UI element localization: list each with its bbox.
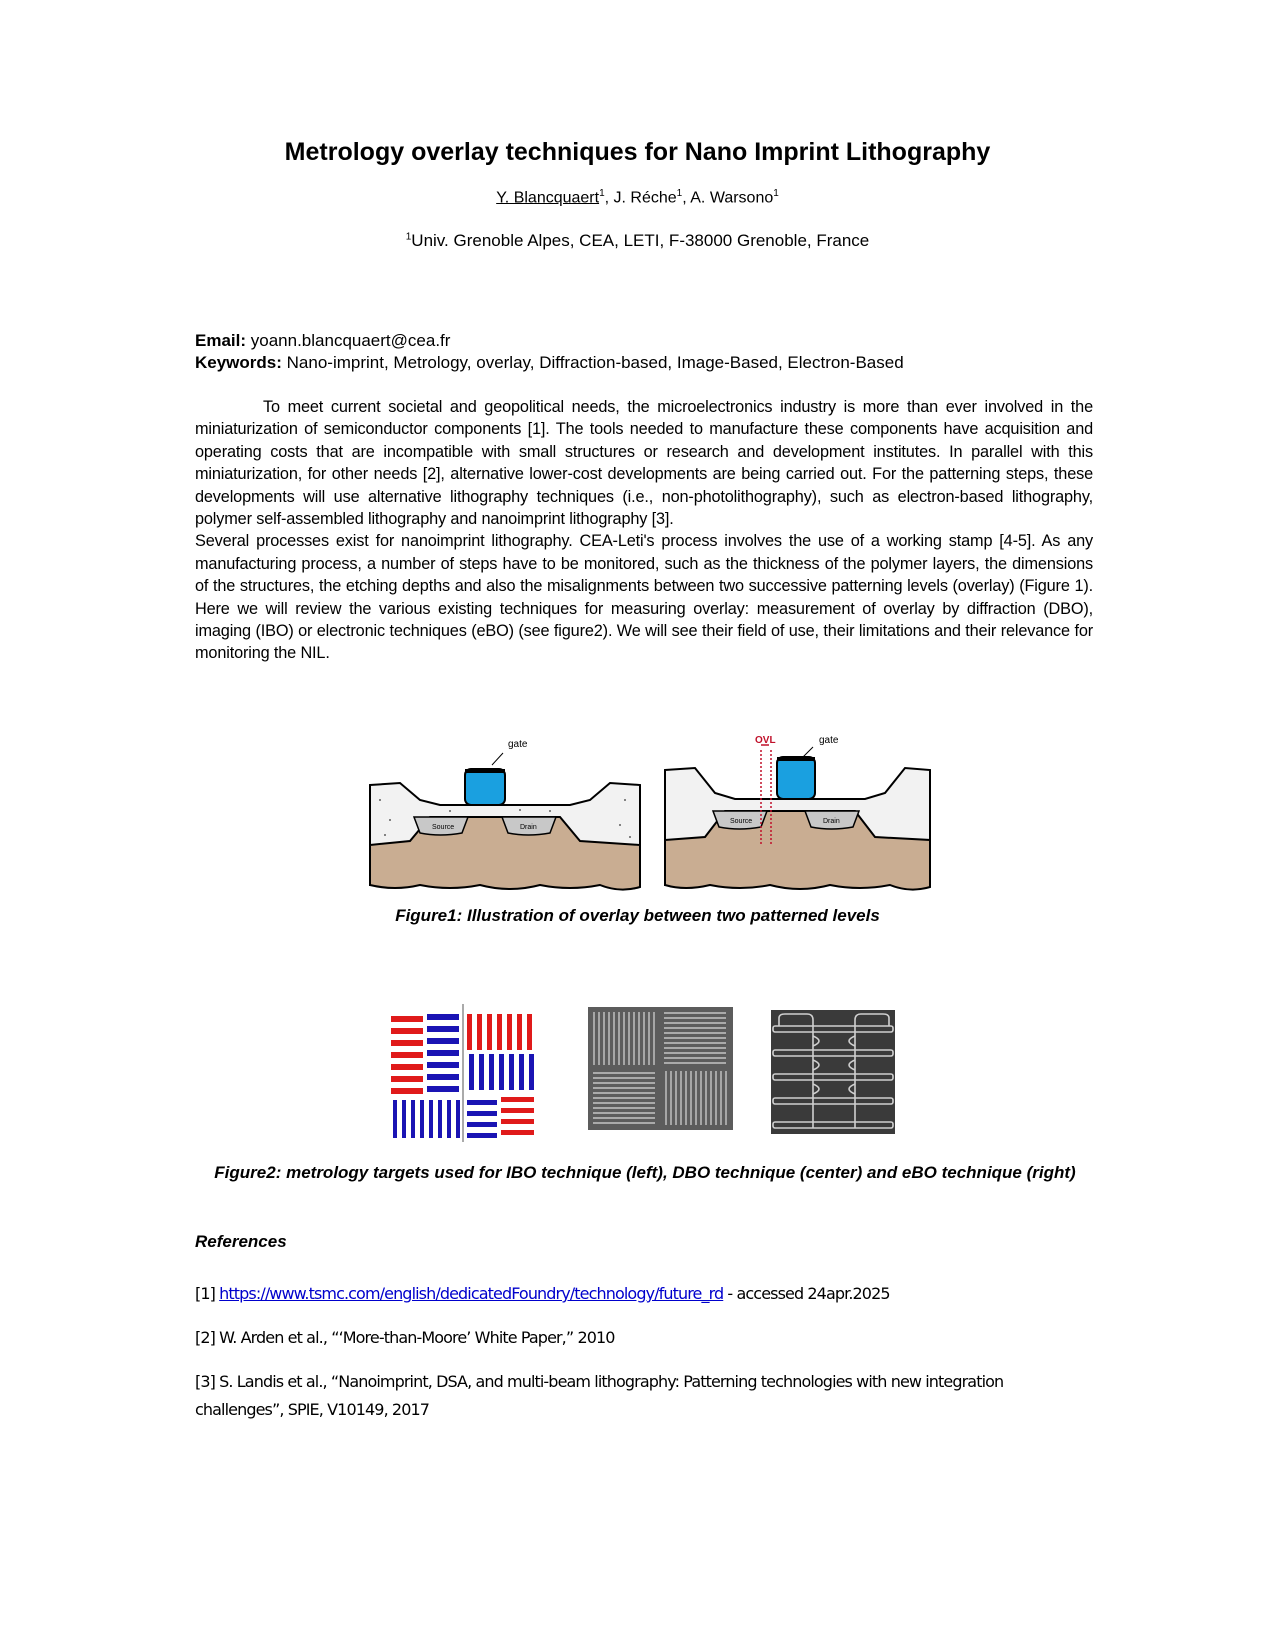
ibo-target-image xyxy=(391,1004,536,1144)
reference-number: [3] xyxy=(195,1372,215,1391)
reference-link[interactable]: https://www.tsmc.com/english/dedicatedFoundry/technology/future_rd xyxy=(219,1284,724,1303)
body-paragraph: To meet current societal and geopolitical needs, the microelectronics industry is more than ever involved in the miniaturization of semiconductor components [1]. The tools needed to manufacture these components have acquisition and operating costs that are incompatible with small structures or research and development institutes. In parallel with this miniaturization, for other needs [2], alternative lower-cost developments are being carried out. For the patterning steps, these developments will use alternative lithography techniques (i.e., non-photolithography), such as electron-based lithography, polymer self-assembled lithography and nanoimprint lithography [3]. xyxy=(195,398,1093,529)
email-value: yoann.blancquaert@cea.fr xyxy=(250,331,451,350)
author-affiliation-mark: 1 xyxy=(676,188,683,199)
author-separator: , xyxy=(682,189,691,207)
affiliation-mark: 1 xyxy=(405,231,412,243)
svg-text:OVL: OVL xyxy=(755,735,776,746)
email-line xyxy=(195,330,904,352)
paper-title: Metrology overlay techniques for Nano Imprint Lithography xyxy=(284,138,991,166)
svg-text:Source: Source xyxy=(432,824,455,831)
transistor-aligned xyxy=(370,739,640,890)
dbo-target-image xyxy=(588,1007,733,1130)
paper-metadata xyxy=(195,330,904,374)
svg-text:Drain: Drain xyxy=(823,818,840,825)
body-paragraph: Several processes exist for nanoimprint lithography. CEA-Leti's process involves the use of a working stamp [4-5]. As any manufacturing process, a number of steps have to be monitored, such as the thickness of the polymer layers, the dimensions of the structures, the etching depths and also the misalignments between two successive patterning levels (overlay) (Figure 1). Here we will review the various existing techniques for measuring overlay: measurement of overlay by diffraction (DBO), imaging (IBO) or electronic techniques (eBO) (see figure2). We will see their field of use, their limitations and their relevance for monitoring the NIL. xyxy=(195,532,1093,663)
keywords-line xyxy=(195,352,904,374)
author-list xyxy=(0,188,1275,207)
author-name: Y. Blancquaert xyxy=(496,189,600,207)
figure1-diagram xyxy=(360,735,930,895)
svg-text:Drain: Drain xyxy=(520,824,537,831)
reference-item xyxy=(195,1280,1075,1308)
svg-text:gate: gate xyxy=(819,735,839,746)
figure1-caption: Figure1: Illustration of overlay between two patterned levels xyxy=(395,906,880,925)
reference-item xyxy=(195,1368,1075,1424)
author-separator: , xyxy=(604,189,614,207)
svg-text:gate: gate xyxy=(508,739,528,750)
svg-text:Source: Source xyxy=(730,818,753,825)
abstract-body xyxy=(195,396,1093,665)
keywords-label: Keywords: xyxy=(195,353,282,372)
keywords-value: Nano-imprint, Metrology, overlay, Diffraction-based, Image-Based, Electron-Based xyxy=(286,353,904,372)
author-name: J. Réche xyxy=(613,189,677,207)
affiliation xyxy=(0,231,1275,251)
figure2-caption: Figure2: metrology targets used for IBO technique (left), DBO technique (center) and eBO technique (right) xyxy=(214,1163,1076,1182)
reference-text: - accessed 24apr.2025 xyxy=(723,1284,890,1303)
reference-text: S. Landis et al., “Nanoimprint, DSA, and multi-beam lithography: Patterning technologies with new integration challenges”, SPIE, V10149, 2017 xyxy=(195,1372,1004,1419)
reference-text: W. Arden et al., “‘More-than-Moore’ White Paper,” 2010 xyxy=(219,1328,615,1347)
references-heading: References xyxy=(195,1232,287,1251)
affiliation-text: Univ. Grenoble Alpes, CEA, LETI, F-38000 Grenoble, France xyxy=(411,231,870,250)
author-name: A. Warsono xyxy=(690,189,774,207)
author-affiliation-mark: 1 xyxy=(773,188,779,199)
reference-number: [2] xyxy=(195,1328,215,1347)
email-label: Email: xyxy=(195,331,247,350)
reference-number: [1] xyxy=(195,1284,215,1303)
transistor-misaligned xyxy=(665,735,930,890)
author-affiliation-mark: 1 xyxy=(599,188,605,199)
ebo-target-image xyxy=(771,1010,895,1134)
reference-item xyxy=(195,1324,1075,1352)
